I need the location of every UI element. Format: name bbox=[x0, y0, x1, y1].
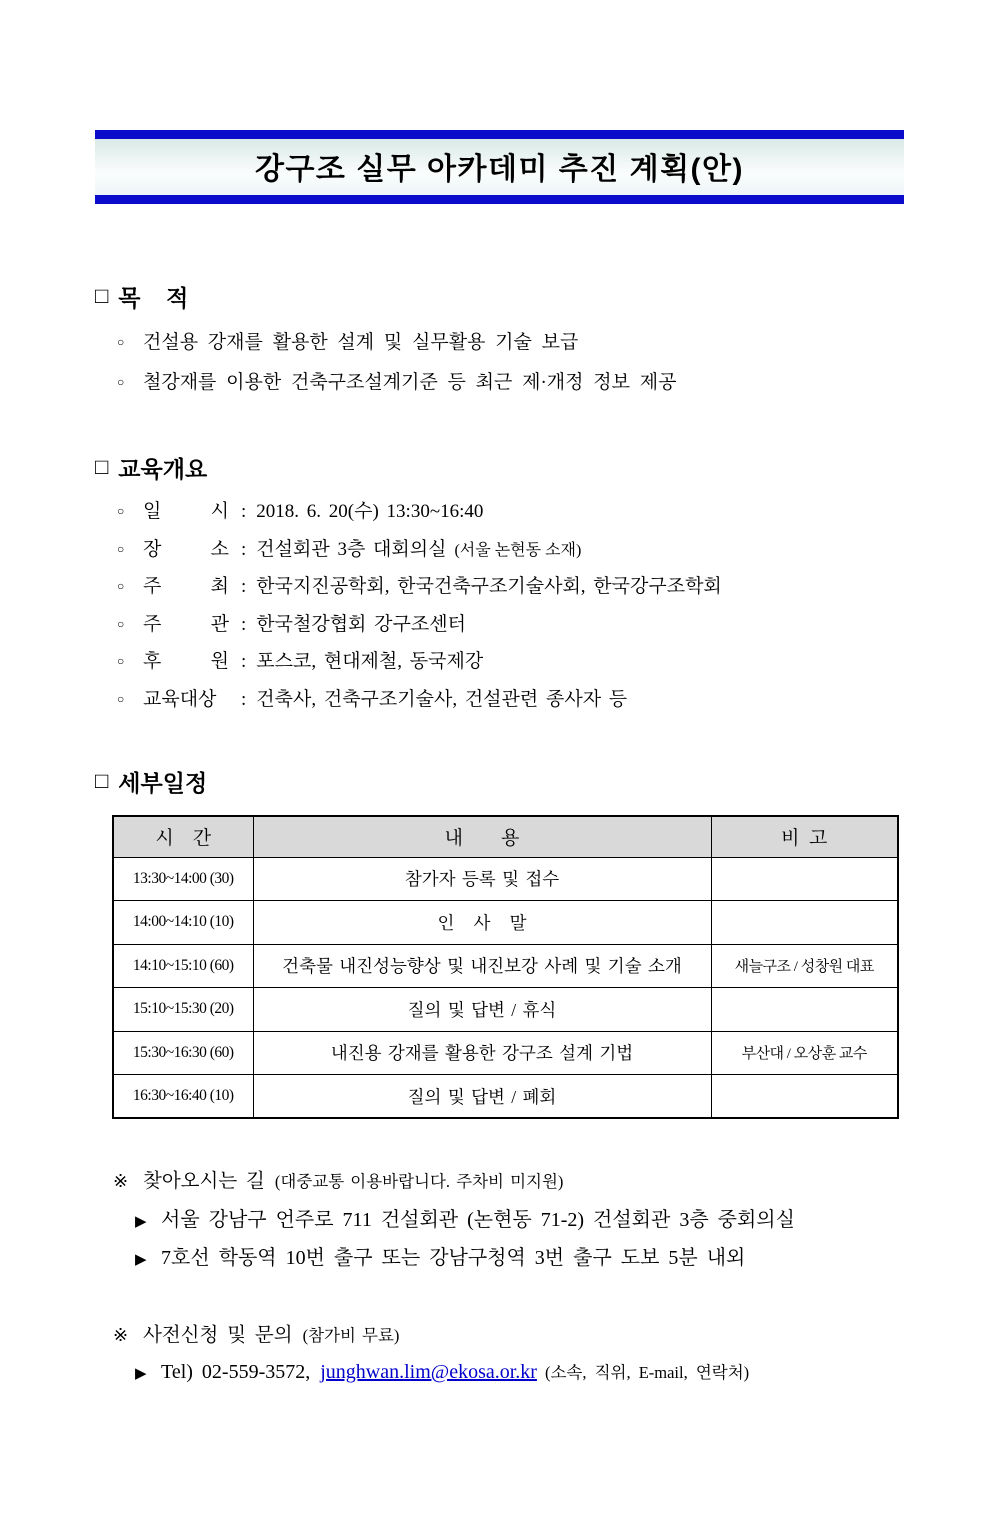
table-row bbox=[113, 988, 898, 1032]
schedule-note bbox=[711, 1075, 898, 1119]
directions-item-text: 7호선 학동역 10번 출구 또는 강남구청역 3번 출구 도보 5분 내외 bbox=[161, 1247, 746, 1269]
overview-item-audience bbox=[117, 684, 904, 722]
contact-tel: Tel) 02-559-3572, bbox=[161, 1361, 311, 1383]
schedule-content: 질의 및 답변 / 폐회 bbox=[253, 1075, 711, 1119]
table-row bbox=[113, 857, 898, 901]
overview-list bbox=[95, 496, 904, 721]
colon-separator: : bbox=[241, 576, 247, 597]
table-row bbox=[113, 944, 898, 988]
square-marker-icon: □ bbox=[95, 767, 109, 793]
circle-bullet-icon: ○ bbox=[117, 654, 125, 668]
document-page bbox=[0, 130, 992, 1533]
schedule-note: 부산대 / 오상훈 교수 bbox=[711, 1031, 898, 1075]
schedule-table bbox=[112, 815, 899, 1119]
overview-item-datetime bbox=[117, 496, 904, 534]
schedule-note bbox=[711, 988, 898, 1032]
overview-item-label: 후 원 bbox=[143, 651, 229, 672]
schedule-content: 건축물 내진성능향상 및 내진보강 사례 및 기술 소개 bbox=[253, 944, 711, 988]
overview-item-value: 2018. 6. 20(수) 13:30~16:40 bbox=[256, 501, 484, 522]
circle-bullet-icon: ○ bbox=[117, 541, 125, 556]
directions-item bbox=[135, 1241, 904, 1279]
schedule-content: 질의 및 답변 / 휴식 bbox=[253, 988, 711, 1032]
schedule-content: 참가자 등록 및 접수 bbox=[253, 857, 711, 901]
overview-item-host bbox=[117, 571, 904, 609]
purpose-heading bbox=[95, 280, 904, 313]
schedule-time: 13:30~14:00 (30) bbox=[113, 857, 253, 901]
contact-item bbox=[135, 1359, 904, 1397]
schedule-note bbox=[711, 901, 898, 945]
overview-item-label: 주 최 bbox=[143, 576, 229, 597]
overview-item-label: 일 시 bbox=[143, 501, 229, 522]
square-marker-icon: □ bbox=[95, 453, 109, 479]
square-marker-icon: □ bbox=[95, 282, 109, 308]
purpose-item bbox=[117, 367, 904, 407]
overview-item-note: (서울 논현동 소재) bbox=[454, 541, 582, 559]
overview-item-value: 건설회관 3층 대회의실 bbox=[256, 538, 447, 560]
contact-email-link[interactable]: junghwan.lim@ekosa.or.kr bbox=[320, 1361, 537, 1383]
reference-mark-icon: ※ bbox=[113, 1325, 129, 1345]
schedule-note: 새늘구조 / 성창원 대표 bbox=[711, 944, 898, 988]
table-header-row bbox=[113, 816, 898, 857]
overview-item-sponsor bbox=[117, 646, 904, 684]
circle-bullet-icon: ○ bbox=[117, 375, 125, 389]
table-row bbox=[113, 1075, 898, 1119]
colon-separator: : bbox=[241, 501, 247, 522]
directions-list bbox=[113, 1203, 904, 1279]
contact-title-note: (참가비 무료) bbox=[302, 1326, 400, 1345]
contact-title-line bbox=[113, 1319, 904, 1347]
title-banner bbox=[95, 130, 904, 204]
triangle-bullet-icon: ▶ bbox=[135, 1214, 147, 1230]
overview-item-organizer bbox=[117, 609, 904, 647]
schedule-heading bbox=[95, 765, 904, 798]
schedule-heading-label: 세부일정 bbox=[118, 770, 208, 796]
schedule-content: 인 사 말 bbox=[253, 901, 711, 945]
directions-title-note: (대중교통 이용바랍니다. 주차비 미지원) bbox=[274, 1172, 564, 1191]
overview-item-value: 한국철강협회 강구조센터 bbox=[256, 613, 466, 635]
circle-bullet-icon: ○ bbox=[117, 691, 125, 706]
overview-heading bbox=[95, 451, 904, 484]
purpose-item-text: 건설용 강재를 활용한 설계 및 실무활용 기술 보급 bbox=[143, 332, 579, 353]
purpose-item-text: 철강재를 이용한 건축구조설계기준 등 최근 제·개정 정보 제공 bbox=[143, 372, 677, 393]
purpose-heading-label: 목 적 bbox=[118, 285, 189, 311]
overview-item-label: 장 소 bbox=[143, 538, 229, 560]
colon-separator: : bbox=[241, 651, 247, 672]
schedule-time: 15:30~16:30 (60) bbox=[113, 1031, 253, 1075]
circle-bullet-icon: ○ bbox=[117, 504, 125, 518]
column-header-content: 내 용 bbox=[253, 816, 711, 857]
table-row bbox=[113, 1031, 898, 1075]
purpose-list bbox=[95, 327, 904, 407]
reference-mark-icon: ※ bbox=[113, 1171, 129, 1191]
contact-title: 사전신청 및 문의 bbox=[143, 1325, 293, 1346]
overview-item-value: 한국지진공학회, 한국건축구조기술사회, 한국강구조학회 bbox=[256, 576, 722, 597]
circle-bullet-icon: ○ bbox=[117, 335, 125, 349]
document-title: 강구조 실무 아카데미 추진 계획(안) bbox=[254, 153, 745, 186]
schedule-content: 내진용 강재를 활용한 강구조 설계 기법 bbox=[253, 1031, 711, 1075]
overview-item-value: 건축사, 건축구조기술사, 건설관련 종사자 등 bbox=[256, 688, 628, 710]
schedule-time: 14:10~15:10 (60) bbox=[113, 944, 253, 988]
contact-detail-line bbox=[113, 1359, 904, 1399]
overview-item-label: 교육대상 bbox=[143, 688, 217, 710]
colon-separator: : bbox=[241, 538, 247, 560]
overview-item-label: 주 관 bbox=[143, 613, 229, 635]
contact-email-note: (소속, 직위, E-mail, 연락처) bbox=[544, 1363, 750, 1382]
directions-title: 찾아오시는 길 bbox=[143, 1171, 265, 1192]
directions-title-line bbox=[113, 1165, 904, 1193]
overview-item-location bbox=[117, 534, 904, 572]
column-header-time: 시 간 bbox=[113, 816, 253, 857]
triangle-bullet-icon: ▶ bbox=[135, 1366, 147, 1382]
purpose-item bbox=[117, 327, 904, 367]
overview-heading-label: 교육개요 bbox=[118, 456, 208, 482]
schedule-time: 16:30~16:40 (10) bbox=[113, 1075, 253, 1119]
directions-item bbox=[135, 1203, 904, 1241]
column-header-note: 비 고 bbox=[711, 816, 898, 857]
schedule-time: 14:00~14:10 (10) bbox=[113, 901, 253, 945]
overview-item-value: 포스코, 현대제철, 동국제강 bbox=[256, 651, 484, 672]
circle-bullet-icon: ○ bbox=[117, 579, 125, 593]
contact-section bbox=[95, 1319, 904, 1399]
directions-section bbox=[95, 1165, 904, 1279]
triangle-bullet-icon: ▶ bbox=[135, 1252, 147, 1268]
colon-separator: : bbox=[241, 688, 247, 710]
schedule-time: 15:10~15:30 (20) bbox=[113, 988, 253, 1032]
schedule-note bbox=[711, 857, 898, 901]
colon-separator: : bbox=[241, 613, 247, 635]
table-row bbox=[113, 901, 898, 945]
circle-bullet-icon: ○ bbox=[117, 616, 125, 631]
directions-item-text: 서울 강남구 언주로 711 건설회관 (논현동 71-2) 건설회관 3층 중회의실 bbox=[161, 1209, 795, 1231]
